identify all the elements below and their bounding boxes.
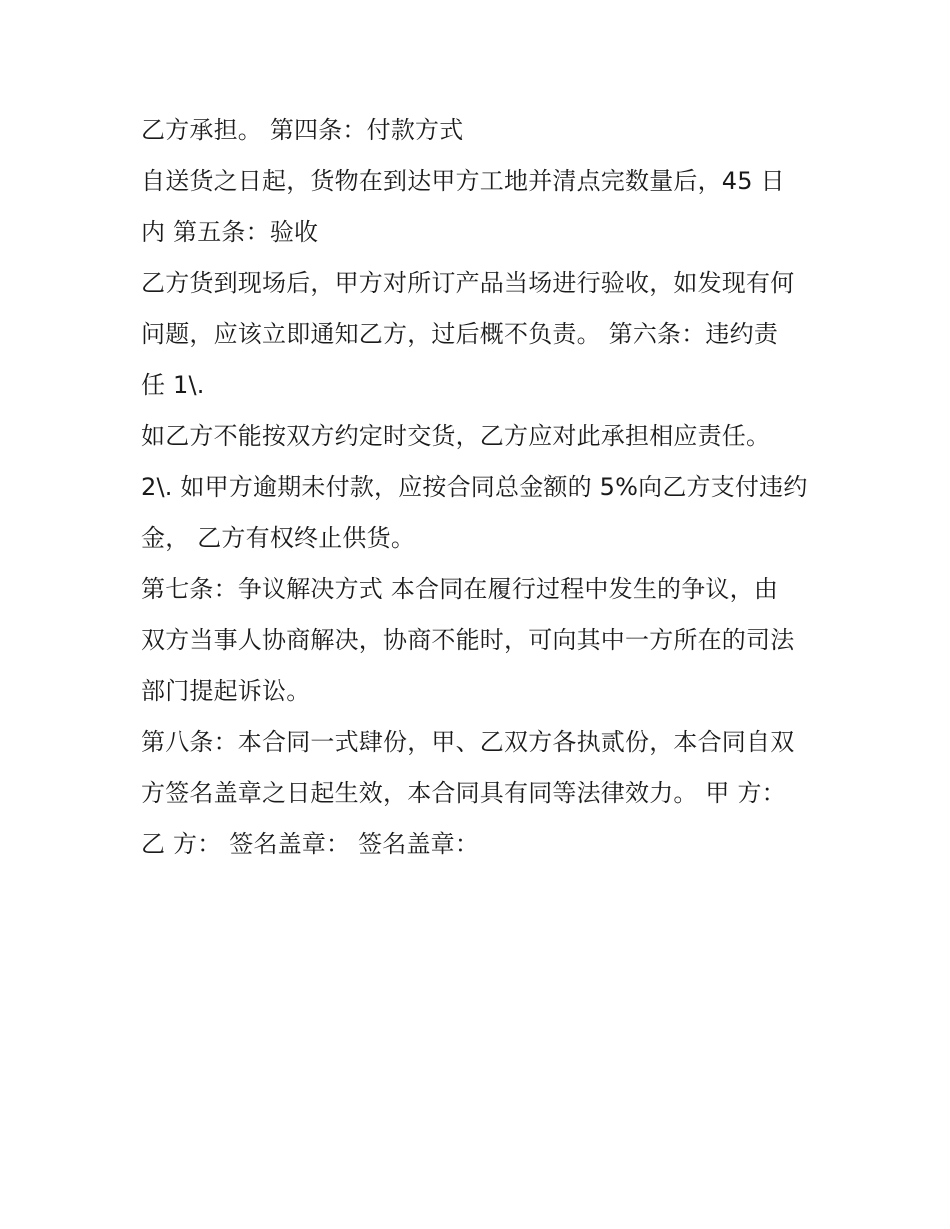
text-line: 内 第五条：验收 xyxy=(141,218,319,246)
text-line: 方签名盖章之日起生效，本合同具有同等法律效力。 甲 方： xyxy=(141,779,786,807)
text-line: 金， 乙方有权终止供货。 xyxy=(141,524,416,552)
text-line: 自送货之日起，货物在到达甲方工地并清点完数量后，45 日 xyxy=(141,167,785,195)
text-line: 乙方承担。 第四条：付款方式 xyxy=(141,116,464,144)
text-line: 部门提起诉讼。 xyxy=(141,677,311,705)
text-line: 如乙方不能按双方约定时交货，乙方应对此承担相应责任。 xyxy=(141,422,771,450)
text-line: 双方当事人协商解决，协商不能时，可向其中一方所在的司法 xyxy=(141,626,795,654)
text-line: 任 1\. xyxy=(141,371,205,399)
text-line: 乙方货到现场后，甲方对所订产品当场进行验收，如发现有何 xyxy=(141,269,795,297)
text-line: 第八条：本合同一式肆份，甲、乙双方各执贰份，本合同自双 xyxy=(141,728,795,756)
signature-line: 乙 方： 签名盖章： 签名盖章： xyxy=(141,830,480,858)
text-line: 2\. 如甲方逾期未付款，应按合同总金额的 5%向乙方支付违约 xyxy=(141,473,808,501)
text-line: 问题，应该立即通知乙方，过后概不负责。 第六条：违约责 xyxy=(141,320,779,348)
contract-text xyxy=(141,105,831,870)
text-line: 第七条：争议解决方式 本合同在履行过程中发生的争议，由 xyxy=(141,575,779,603)
